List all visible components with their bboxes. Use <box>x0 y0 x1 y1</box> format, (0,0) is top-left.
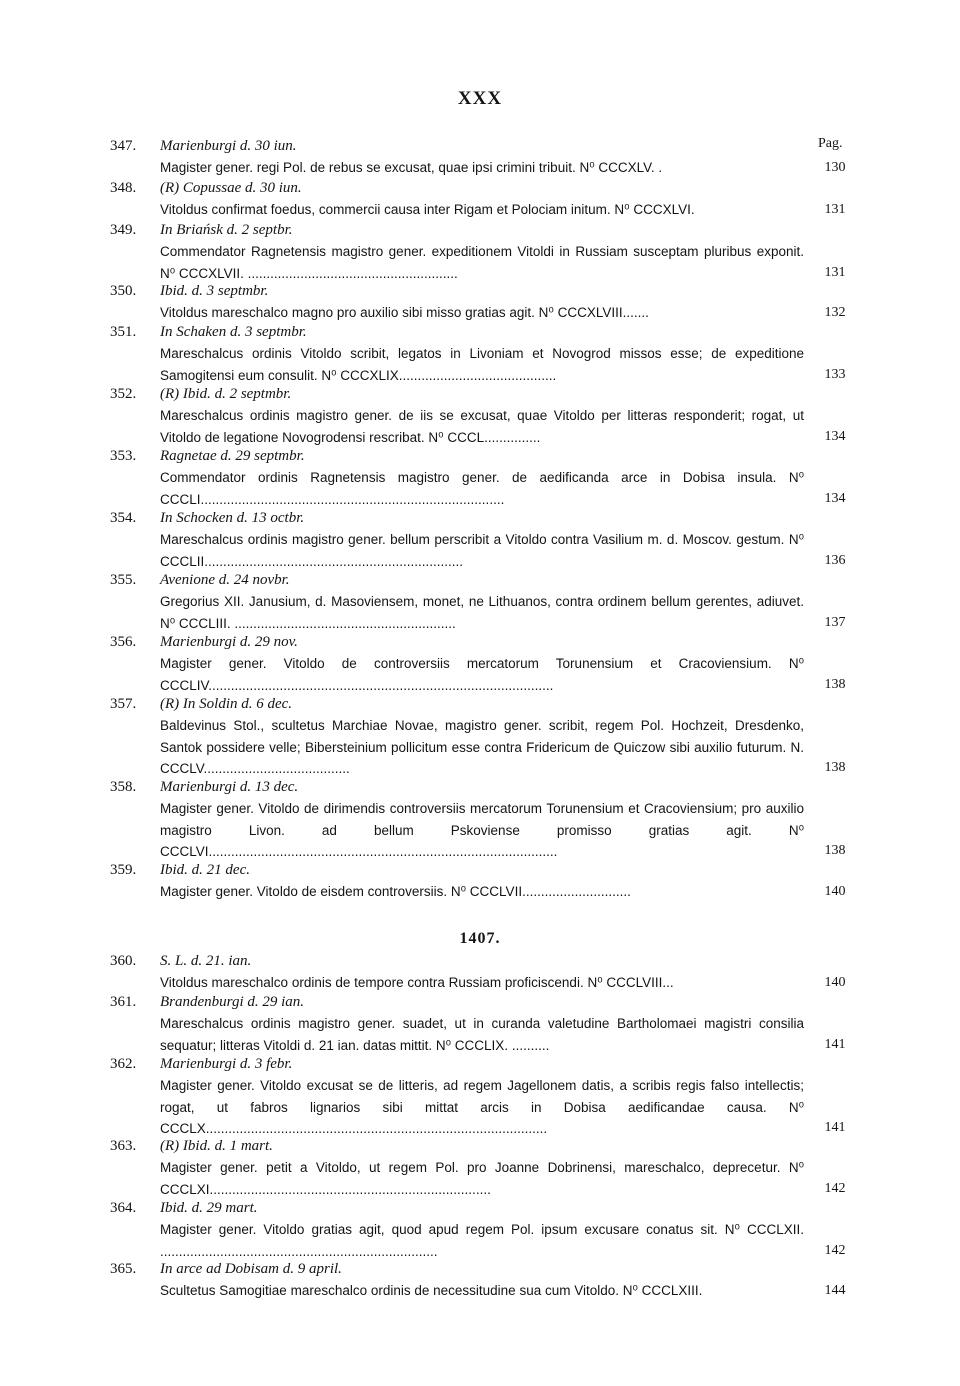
entry-page-number: 138 <box>824 677 846 692</box>
entry-summary: Vitoldus confirmat foedus, commercii causa inter Rigam et Polociam initum. N⁰ CCCXLVI. <box>160 202 695 217</box>
entry-summary: Magister gener. Vitoldo de dirimendis controversiis mercatorum Torunensium et Cracoviensium; pro auxilio magistro Livon. ad bellum Pskoviense promisso gratias agit. N⁰ CCCLVI............................................................................................. <box>160 801 804 859</box>
entry-number: 353. <box>110 448 137 464</box>
entry-page-number: 142 <box>824 1243 846 1258</box>
entry-heading: In Schaken d. 3 septmbr. <box>160 324 307 340</box>
entry-number: 362. <box>110 1056 137 1072</box>
entry-heading: Ibid. d. 3 septmbr. <box>160 283 269 299</box>
entry-heading: S. L. d. 21. ian. <box>160 953 252 969</box>
entry-number: 363. <box>110 1138 137 1154</box>
entry-heading: Ragnetae d. 29 septmbr. <box>160 448 305 464</box>
entry-heading: Ibid. d. 21 dec. <box>160 862 250 878</box>
entry-summary: Commendator ordinis Ragnetensis magistro gener. de aedificanda arce in Dobisa insula. N⁰ CCCLI................................................................................. <box>160 470 804 507</box>
entry-page-number: 141 <box>824 1120 846 1135</box>
entry-number: 364. <box>110 1200 137 1216</box>
entry-number: 348. <box>110 180 137 196</box>
entry-number: 356. <box>110 634 137 650</box>
entry-number: 357. <box>110 696 137 712</box>
entry-summary: Baldevinus Stol., scultetus Marchiae Novae, magistro gener. scribit, regem Pol. Hochzeit, Dresdenko, Santok possidere velle; Bibersteinium pollicitum esse contra Fridericum de Quiczow sibi auxilio futurum. N. CCCLV....................................... <box>160 718 804 776</box>
entry-number: 358. <box>110 779 137 795</box>
entry-summary: Magister gener. regi Pol. de rebus se excusat, quae ipsi crimini tribuit. N⁰ CCCXLV. . <box>160 160 663 175</box>
entry-summary: Gregorius XII. Janusium, d. Masoviensem, monet, ne Lithuanos, contra ordinem bellum gerentes, adiuvet. N⁰ CCCLIII. ........................................................... <box>160 594 804 631</box>
entry-page-number: 142 <box>824 1181 846 1196</box>
entry-page-number: 144 <box>824 1283 846 1298</box>
entry-heading: In arce ad Dobisam d. 9 april. <box>160 1261 342 1277</box>
entry-page-number: 130 <box>824 160 846 175</box>
entry-summary: Magister gener. petit a Vitoldo, ut regem Pol. pro Joanne Dobrinensi, mareschalco, deprecetur. N⁰ CCCLXI........................................................................... <box>160 1160 804 1197</box>
entry-summary: Scultetus Samogitiae mareschalco ordinis de necessitudine sua cum Vitoldo. N⁰ CCCLXIII. <box>160 1283 703 1298</box>
entry-heading: (R) In Soldin d. 6 dec. <box>160 696 293 712</box>
entry-number: 355. <box>110 572 137 588</box>
entry-heading: (R) Ibid. d. 2 septmbr. <box>160 386 292 402</box>
entry-heading: Avenione d. 24 novbr. <box>160 572 290 588</box>
entry-page-number: 138 <box>824 760 846 775</box>
entry-summary: Mareschalcus ordinis magistro gener. bellum perscribit a Vitoldo contra Vasilium m. d. Moscov. gestum. N⁰ CCCLII..................................................................... <box>160 532 804 569</box>
entry-number: 351. <box>110 324 137 340</box>
entry-summary: Vitoldus mareschalco magno pro auxilio sibi misso gratias agit. N⁰ CCCXLVIII....... <box>160 305 649 320</box>
entry-number: 347. <box>110 138 137 154</box>
entry-page-number: 138 <box>824 843 846 858</box>
entry-number: 354. <box>110 510 137 526</box>
page-column-label: Pag. <box>818 136 843 151</box>
entry-heading: Brandenburgi d. 29 ian. <box>160 994 305 1010</box>
entry-summary: Mareschalcus ordinis magistro gener. suadet, ut in curanda valetudine Bartholomaei magistri consilia sequatur; litteras Vitoldi d. 21 ian. datas mittit. N⁰ CCCLIX. .......... <box>160 1016 804 1053</box>
year-heading: 1407. <box>459 930 501 947</box>
entry-heading: Ibid. d. 29 mart. <box>160 1200 258 1216</box>
entry-summary: Mareschalcus ordinis Vitoldo scribit, legatos in Livoniam et Novogrod missos esse; de expeditione Samogitensi eum consulit. N⁰ CCCXLIX.......................................... <box>160 346 804 383</box>
entry-number: 360. <box>110 953 137 969</box>
entry-heading: In Briańsk d. 2 septbr. <box>160 222 293 238</box>
entry-page-number: 140 <box>824 975 846 990</box>
entry-summary: Magister gener. Vitoldo de eisdem controversiis. N⁰ CCCLVII............................. <box>160 884 631 899</box>
entry-page-number: 141 <box>824 1037 846 1052</box>
entry-number: 365. <box>110 1261 137 1277</box>
entry-page-number: 137 <box>824 615 846 630</box>
entry-page-number: 134 <box>824 429 846 444</box>
entry-heading: Marienburgi d. 29 nov. <box>160 634 298 650</box>
entry-page-number: 134 <box>824 491 846 506</box>
entry-heading: Marienburgi d. 3 febr. <box>160 1056 293 1072</box>
entry-number: 350. <box>110 283 137 299</box>
entry-heading: (R) Copussae d. 30 iun. <box>160 180 302 196</box>
entry-number: 359. <box>110 862 137 878</box>
entry-page-number: 131 <box>824 202 846 217</box>
entry-number: 349. <box>110 222 137 238</box>
entry-number: 352. <box>110 386 137 402</box>
entry-page-number: 136 <box>824 553 846 568</box>
entry-heading: In Schocken d. 13 octbr. <box>160 510 305 526</box>
entry-summary: Vitoldus mareschalco ordinis de tempore contra Russiam proficiscendi. N⁰ CCCLVIII... <box>160 975 674 990</box>
entry-summary: Magister gener. Vitoldo excusat se de litteris, ad regem Jagellonem datis, a scribis regis falso intellectis; rogat, ut fabros lignarios sibi mittat arcis in Dobisa aedificandae causa. N⁰ CCCLX........................................................................................... <box>160 1078 804 1136</box>
entry-summary: Magister gener. Vitoldo gratias agit, quod apud regem Pol. ipsum excusare conatus sit. N⁰ CCCLXII. .......................................................................... <box>160 1222 804 1259</box>
entry-heading: (R) Ibid. d. 1 mart. <box>160 1138 273 1154</box>
entry-page-number: 140 <box>824 884 846 899</box>
page-header: XXX <box>457 88 503 109</box>
entry-summary: Commendator Ragnetensis magistro gener. expeditionem Vitoldi in Russiam susceptam pluribus exponit. N⁰ CCCXLVII. ........................................................ <box>160 244 804 281</box>
entry-heading: Marienburgi d. 13 dec. <box>160 779 299 795</box>
entry-page-number: 133 <box>824 367 846 382</box>
entry-number: 361. <box>110 994 137 1010</box>
entry-page-number: 132 <box>824 305 846 320</box>
entry-heading: Marienburgi d. 30 iun. <box>160 138 297 154</box>
entry-page-number: 131 <box>824 265 846 280</box>
entry-summary: Mareschalcus ordinis magistro gener. de iis se excusat, quae Vitoldo per litteras responderit; rogat, ut Vitoldo de legatione Novogrodensi rescribat. N⁰ CCCL............... <box>160 408 804 445</box>
entry-summary: Magister gener. Vitoldo de controversiis mercatorum Torunensium et Cracoviensium. N⁰ CCCLIV............................................................................................ <box>160 656 804 693</box>
